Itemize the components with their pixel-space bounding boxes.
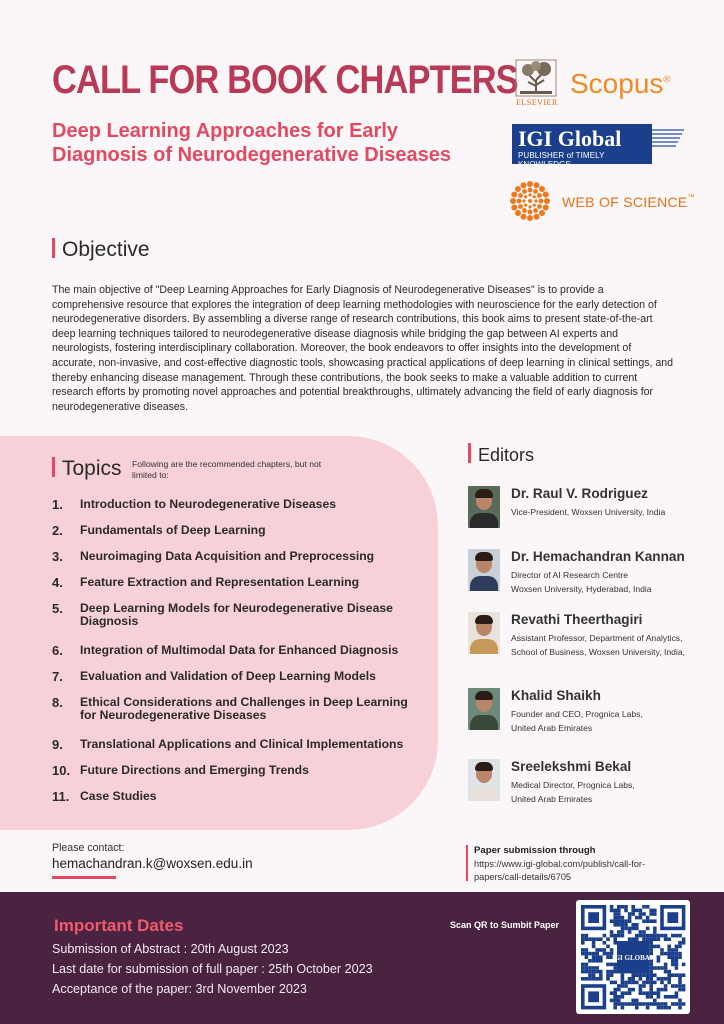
scopus-logo (514, 58, 684, 110)
editor-card (468, 612, 708, 672)
topic-item (52, 764, 422, 777)
topic-number: 3. (52, 549, 63, 564)
editor-photo (468, 549, 500, 591)
topic-item (52, 738, 422, 751)
topic-item (52, 790, 422, 803)
topic-label: Fundamentals of Deep Learning (80, 523, 266, 537)
editor-photo (468, 612, 500, 654)
editor-role: Founder and CEO, Prognica Labs, United Arab Emirates (511, 709, 643, 733)
contact-label: Please contact: (52, 842, 125, 854)
topic-item (52, 524, 422, 537)
scopus-wordmark: Scopus® (570, 68, 671, 99)
editors-heading: Editors (468, 443, 534, 466)
topic-item (52, 576, 422, 589)
important-dates-heading: Important Dates (54, 916, 184, 935)
editor-photo (468, 688, 500, 730)
page-subtitle: Deep Learning Approaches for Early Diagnosis of Neurodegenerative Diseases (52, 120, 452, 166)
submission-accent-bar (466, 845, 468, 881)
editor-card (468, 688, 708, 748)
submission-heading: Paper submission through (474, 845, 596, 856)
web-of-science-logo (506, 178, 696, 224)
igi-lines-icon (630, 128, 684, 152)
topic-number: 11. (52, 789, 70, 804)
topic-label: Deep Learning Models for Neurodegenerative Disease Diagnosis (80, 601, 393, 628)
qr-code-icon (576, 900, 690, 1014)
editor-name: Revathi Theerthagiri (511, 612, 643, 627)
editor-name: Dr. Raul V. Rodriguez (511, 486, 648, 501)
topic-number: 4. (52, 575, 63, 590)
topic-item (52, 550, 422, 563)
editor-role: Director of AI Research Centre Woxsen University, Hyderabad, India (511, 570, 652, 594)
topic-item (52, 498, 422, 511)
topic-number: 2. (52, 523, 63, 538)
qr-label: Scan QR to Sumbit Paper (450, 920, 560, 930)
igi-global-logo (512, 124, 684, 169)
topic-item (52, 644, 422, 657)
qr-center-label: IGI GLOBAL (611, 954, 655, 963)
editor-photo (468, 486, 500, 528)
submission-url-link[interactable]: https://www.igi-global.com/publish/call-for-papers/call-details/6705 (474, 859, 646, 882)
topic-number: 6. (52, 643, 63, 658)
topic-label: Neuroimaging Data Acquisition and Preprocessing (80, 549, 375, 563)
topic-label: Translational Applications and Clinical Implementations (80, 737, 404, 751)
topic-label: Introduction to Neurodegenerative Diseases (80, 497, 336, 511)
topic-item (52, 696, 422, 722)
topic-number: 9. (52, 737, 63, 752)
topic-item (52, 602, 422, 628)
topics-note: Following are the recommended chapters, but not limited to: (132, 459, 322, 480)
topic-label: Evaluation and Validation of Deep Learning Models (80, 669, 376, 683)
topic-number: 8. (52, 695, 63, 710)
topic-label: Integration of Multimodal Data for Enhanced Diagnosis (80, 643, 399, 657)
editor-role: Vice-President, Woxsen University, India (511, 507, 666, 517)
topic-label: Future Directions and Emerging Trends (80, 763, 309, 777)
objective-text: The main objective of "Deep Learning Approaches for Early Diagnosis of Neurodegenerative Diseases" is to provide a comprehensive resource that explores the integration of deep learning methodologies with neuroscience for the early detection of neurodegenerative disorders. By assembling a diverse range of research contributions, this book aims to present state-of-the-art deep learning techniques tailored to neurodegenerative disease diagnosis while bridging the gap between AI experts and neurologists, fostering interdisciplinary collaboration. Moreover, the book endeavors to offer insights into the development of accurate, non-invasive, and cost-effective diagnostic tools, showcasing practical applications of deep learning in clinical settings, and thereby enhancing disease management. Through these contributions, the book seeks to make a valuable addition to current research efforts by promoting novel approaches and potential breakthroughs, ultimately advancing the field of early diagnosis for neurodegenerative diseases. (52, 284, 674, 413)
editor-role: Medical Director, Prognica Labs, United Arab Emirates (511, 780, 635, 804)
editor-role: Assistant Professor, Department of Analytics, School of Business, Woxsen University, India, (511, 633, 686, 657)
wos-wordmark: WEB OF SCIENCE™ (562, 194, 695, 210)
date-abstract: Submission of Abstract : 20th August 2023 (52, 942, 289, 956)
topic-label: Ethical Considerations and Challenges in Deep Learning for Neurodegenerative Diseases (80, 695, 408, 722)
editor-card (468, 759, 708, 819)
contact-email-link[interactable]: hemachandran.k@woxsen.edu.in (52, 856, 253, 871)
objective-heading: Objective (52, 238, 150, 262)
topic-number: 1. (52, 497, 63, 512)
editor-card (468, 486, 708, 546)
editor-name: Dr. Hemachandran Kannan (511, 549, 685, 564)
elsevier-wordmark: ELSEVIER (516, 98, 558, 107)
editor-name: Sreelekshmi Bekal (511, 759, 632, 774)
topic-number: 7. (52, 669, 63, 684)
topics-heading: Topics (52, 457, 122, 481)
topic-label: Case Studies (80, 789, 157, 803)
igi-wordmark: IGI Global (518, 126, 622, 151)
wos-dots-icon (506, 178, 556, 224)
editor-photo (468, 759, 500, 801)
qr-code[interactable] (576, 900, 690, 1014)
editor-card (468, 549, 708, 609)
igi-tagline: PUBLISHER of TIMELY KNOWLEDGE (518, 151, 605, 169)
topic-item (52, 670, 422, 683)
date-full-paper: Last date for submission of full paper : 25th October 2023 (52, 962, 373, 976)
editor-name: Khalid Shaikh (511, 688, 601, 703)
page-title: CALL FOR BOOK CHAPTERS (52, 58, 518, 102)
topic-number: 10. (52, 763, 71, 778)
contact-underline (52, 876, 116, 879)
topic-number: 5. (52, 601, 63, 616)
topic-label: Feature Extraction and Representation Learning (80, 575, 360, 589)
date-acceptance: Acceptance of the paper: 3rd November 2023 (52, 982, 307, 996)
